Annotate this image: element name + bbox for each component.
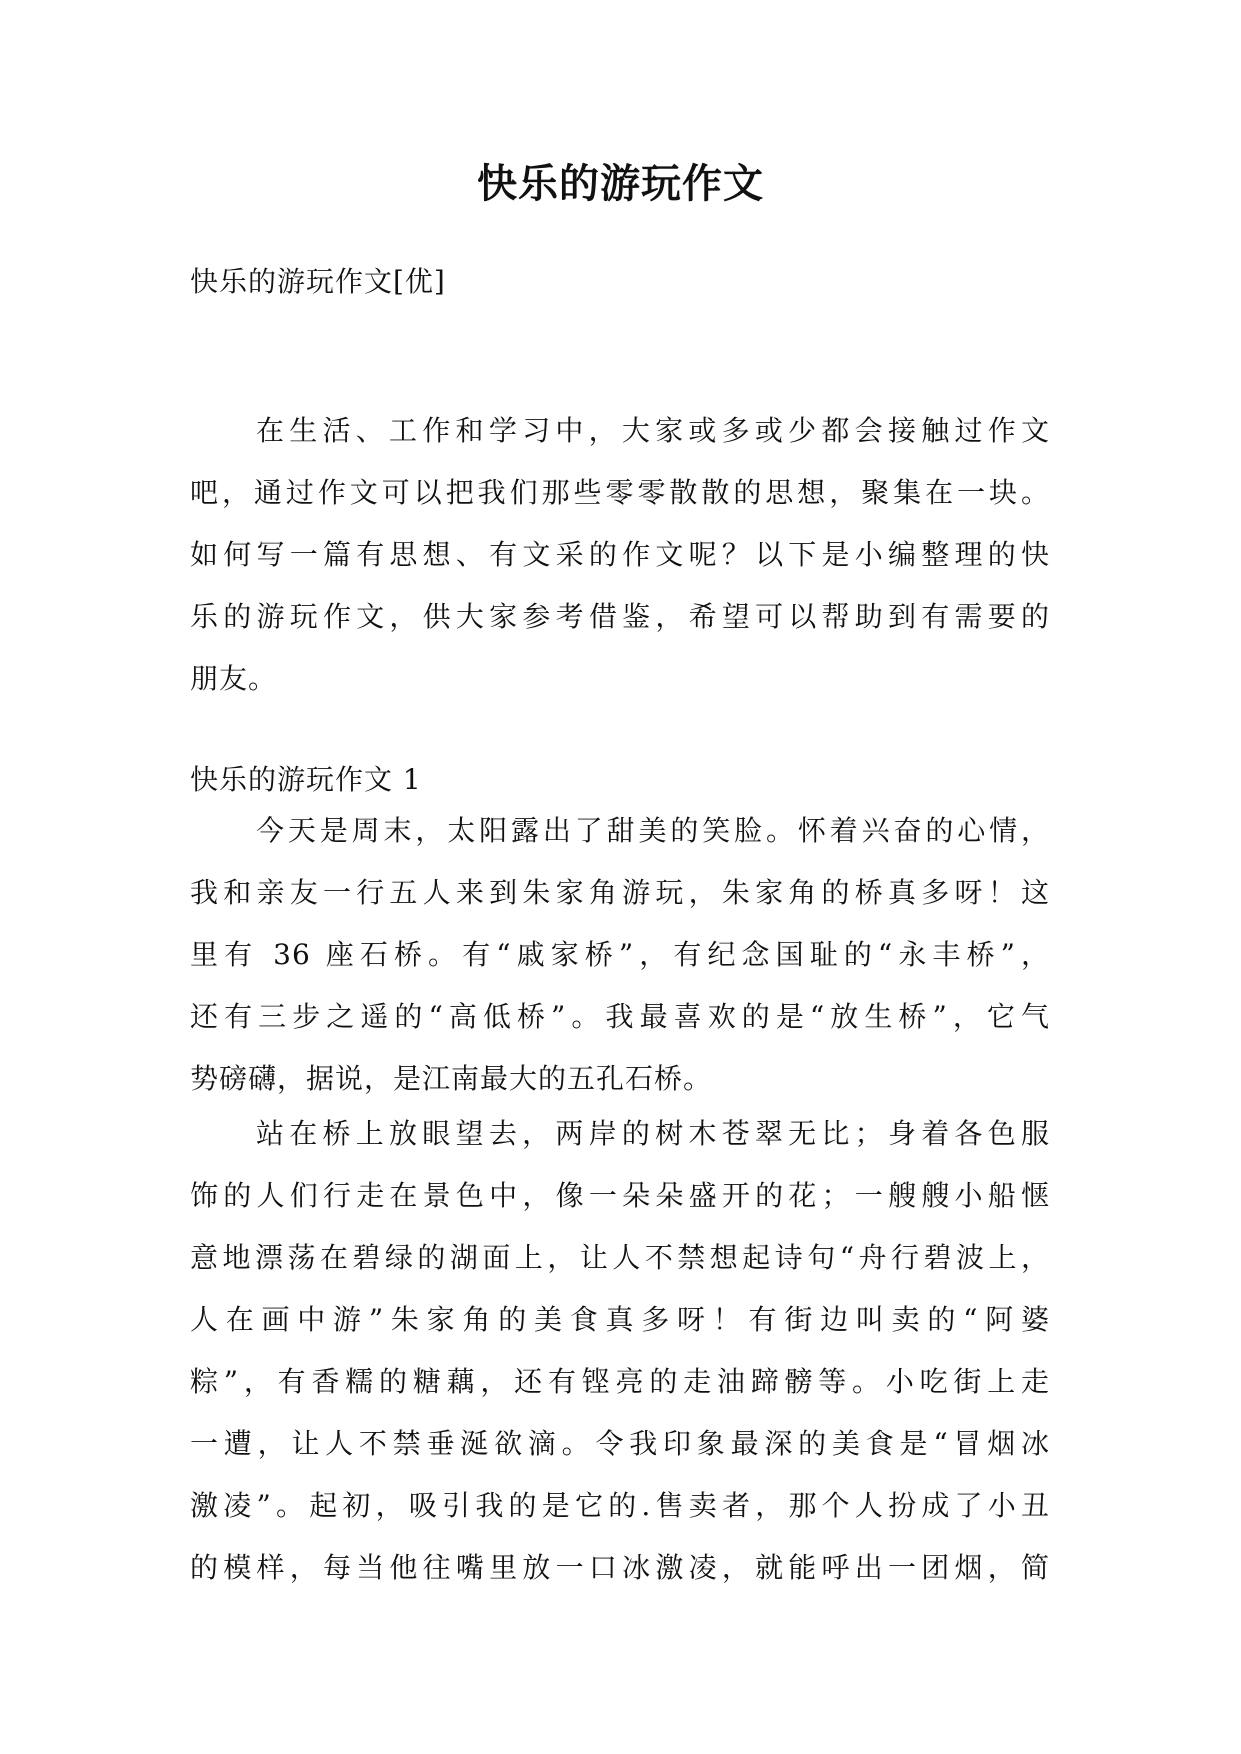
paragraph-2 <box>190 1103 1050 1599</box>
document-title: 快乐的游玩作文 <box>477 160 764 207</box>
intro-line: 朋友。 <box>190 662 278 695</box>
intro-line: 乐的游玩作文，供大家参考借鉴，希望可以帮助到有需要的 <box>190 600 1050 633</box>
paragraph-line: 站在桥上放眼望去，两岸的树木苍翠无比；身着各色服 <box>256 1117 1050 1150</box>
paragraph-1 <box>190 800 1050 1110</box>
paragraph-line: 粽”，有香糯的糖藕，还有铿亮的走油蹄髈等。小吃街上走 <box>190 1365 1050 1398</box>
paragraph-line: 势磅礴，据说，是江南最大的五孔石桥。 <box>190 1062 713 1095</box>
paragraph-line: 今天是周末，太阳露出了甜美的笑脸。怀着兴奋的心情， <box>256 814 1050 847</box>
intro-line: 在生活、工作和学习中，大家或多或少都会接触过作文 <box>256 414 1050 447</box>
paragraph-line: 我和亲友一行五人来到朱家角游玩，朱家角的桥真多呀！这 <box>190 876 1050 909</box>
document-subtitle: 快乐的游玩作文[优] <box>190 265 446 298</box>
paragraph-line: 的模样，每当他往嘴里放一口冰激凌，就能呼出一团烟，简 <box>190 1551 1050 1584</box>
section-heading: 快乐的游玩作文 1 <box>190 763 422 796</box>
paragraph-line: 一遭，让人不禁垂涎欲滴。令我印象最深的美食是“冒烟冰 <box>190 1427 1050 1460</box>
paragraph-line: 还有三步之遥的“高低桥”。我最喜欢的是“放生桥”，它气 <box>190 1000 1050 1033</box>
paragraph-line: 人在画中游”朱家角的美食真多呀！有街边叫卖的“阿婆 <box>190 1303 1050 1336</box>
paragraph-line: 激凌”。起初，吸引我的是它的.售卖者，那个人扮成了小丑 <box>190 1489 1050 1522</box>
paragraph-line: 意地漂荡在碧绿的湖面上，让人不禁想起诗句“舟行碧波上， <box>190 1241 1050 1274</box>
paragraph-line: 里有 36 座石桥。有“戚家桥”，有纪念国耻的“永丰桥”， <box>190 938 1050 971</box>
intro-line: 吧，通过作文可以把我们那些零零散散的思想，聚集在一块。 <box>190 476 1050 509</box>
paragraph-line: 饰的人们行走在景色中，像一朵朵盛开的花；一艘艘小船惬 <box>190 1179 1050 1212</box>
intro-paragraph <box>190 400 1050 710</box>
intro-line: 如何写一篇有思想、有文采的作文呢？以下是小编整理的快 <box>190 538 1050 571</box>
